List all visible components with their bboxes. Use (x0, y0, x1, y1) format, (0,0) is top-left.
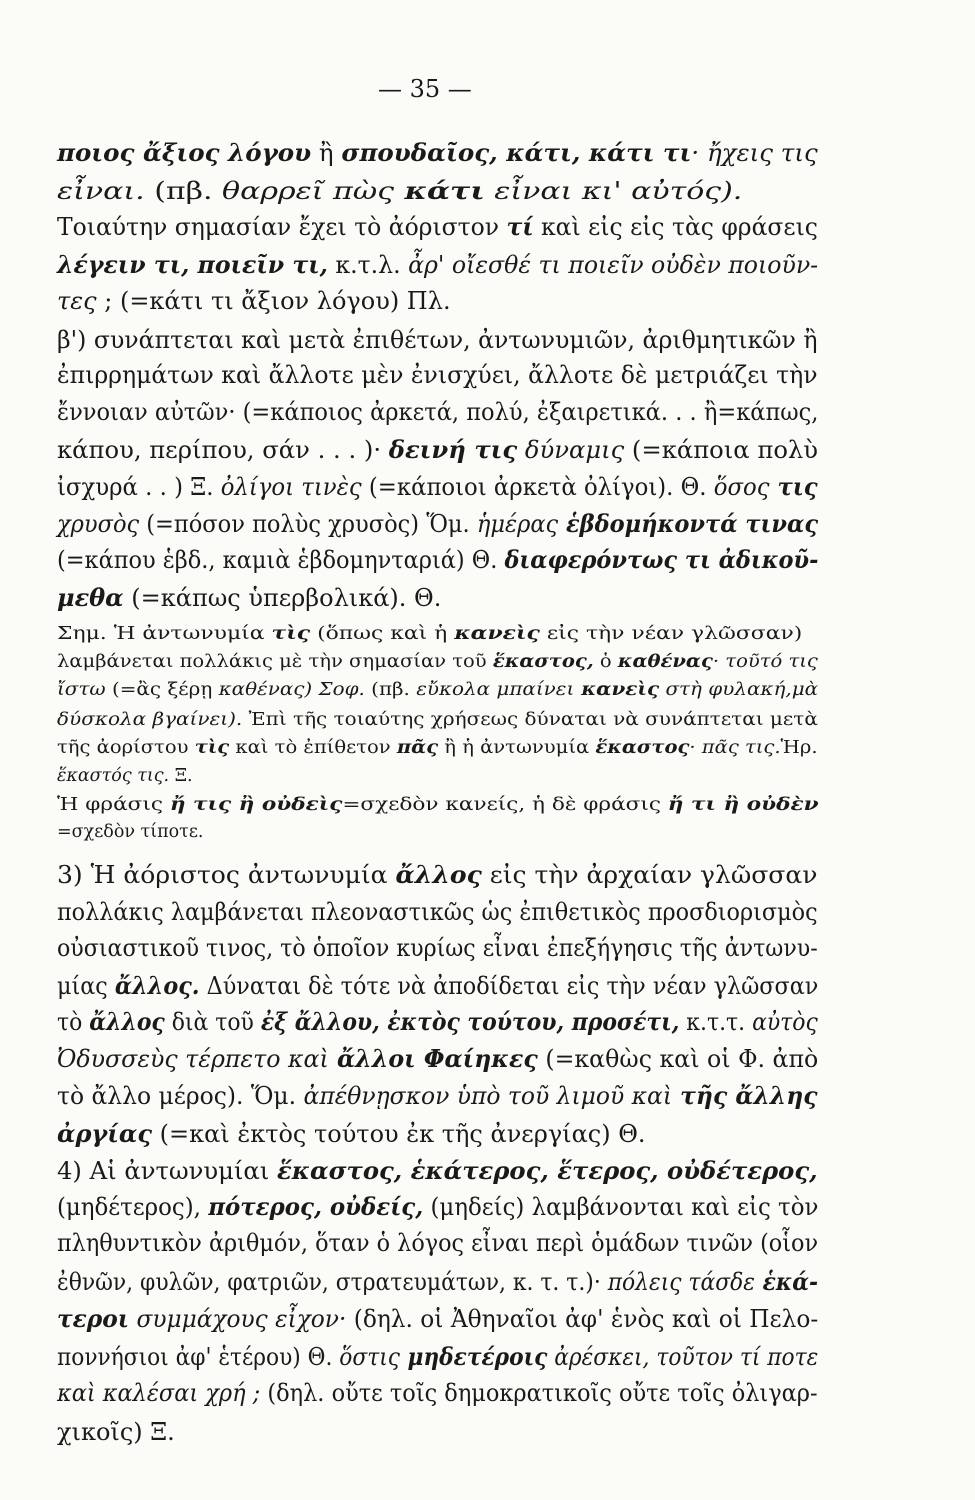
text-line (57, 971, 818, 1000)
italic-text: καὶ καλέσαι χρή ; (57, 1379, 261, 1407)
text-line (57, 1418, 175, 1446)
footnote-line (57, 822, 203, 842)
plain-text: (δηλ. οἱ Ἀθηναῖοι ἀφ' ἑνὸς καὶ οἱ Πελο- (346, 1305, 819, 1333)
plain-text: ἐθνῶν, φυλῶν, φατριῶν, στρατευμάτων, κ. τ. τ.)· (57, 1268, 608, 1296)
text-line (57, 1304, 818, 1333)
footnote-line (57, 795, 819, 815)
text-line (57, 1342, 818, 1371)
plain-text: μίας (57, 972, 115, 1000)
emphasis-text: τί (506, 212, 534, 241)
emphasis-text: μηδετέροις (399, 1342, 548, 1371)
text-line (57, 934, 818, 962)
text-line (57, 472, 818, 501)
plain-text: Σημ. Ἡ ἀντωνυμία (57, 624, 272, 644)
plain-text: ; (=κάτι τι ἄξιον λόγου) Πλ. (96, 287, 451, 315)
emphasis-text: τις (769, 472, 818, 501)
plain-text: (=ἂς ξέρῃ (105, 680, 219, 700)
emphasis-text: ἑκά- (754, 1267, 819, 1296)
plain-text: καὶ τὸ ἐπίθετον (229, 738, 397, 758)
italic-text: ἕκαστός τις. (57, 766, 170, 786)
italic-text: · πᾶς τις. (689, 738, 781, 758)
italic-text: ἆρ' οἴεσθέ τι ποιεῖν οὐδὲν ποιοῦν- (408, 251, 819, 279)
emphasis-text: ἕκαστος (595, 738, 690, 758)
plain-text: κάπου, περίπου, σάν . . . )· (57, 436, 389, 464)
text-line (57, 1007, 818, 1036)
text-line (57, 1192, 818, 1221)
plain-text: ὁ (593, 652, 618, 672)
emphasis-text: σπουδαῖος, κάτι, κάτι τι (341, 138, 692, 167)
plain-text: (=κάποια πολὺ (624, 436, 819, 464)
emphasis-text: πότερος, οὐδείς, (208, 1192, 424, 1221)
plain-text: ἐπιρρημάτων καὶ ἄλλοτε μὲν ἐνισχύει, ἄλλοτε δὲ μετριάζει τὴν (57, 361, 818, 389)
text-line (57, 898, 818, 926)
text-line (57, 361, 818, 389)
emphasis-text: ἀργίας (57, 1119, 152, 1148)
plain-text: χικοῖς) Ξ. (57, 1418, 175, 1446)
plain-text: Ἐπὶ τῆς τοιαύτης χρήσεως δύναται νὰ συνάπτεται μετὰ (242, 710, 818, 730)
text-line (57, 545, 818, 574)
italic-text: · τοῦτό τις (712, 652, 818, 672)
plain-text: Ξ. (169, 766, 193, 786)
emphasis-text: ἤ τις ἢ οὐδεὶς (169, 795, 343, 815)
text-line (57, 860, 818, 889)
plain-text: οὐσιαστικοῦ τινος, τὸ ὁποῖον κυρίως εἶναι ἐπεξήγησις τῆς ἀντωνυ- (57, 934, 818, 962)
plain-text: (=καθὼς καὶ οἱ Φ. ἀπὸ (537, 1045, 819, 1073)
italic-text: Ὀδυσσεὺς τέρπετο καὶ (57, 1045, 329, 1073)
footnote-line (57, 680, 818, 700)
italic-text: εἶναι κι' αὐτός). (484, 177, 743, 205)
italic-text: ὅστις (339, 1343, 400, 1371)
emphasis-text: ποιος ἄξιος λόγου (57, 138, 312, 167)
text-line (57, 287, 451, 315)
plain-text: πολλάκις λαμβάνεται πλεοναστικῶς ὡς ἐπιθετικὸς προσδιορισμὸς (57, 898, 818, 926)
emphasis-text: λέγειν τι, ποιεῖν τι, (57, 250, 328, 279)
plain-text: (=κάπως ὑπερβολικά). Θ. (123, 584, 442, 612)
plain-text: β') συνάπτεται καὶ μετὰ ἐπιθέτων, ἀντωνυμιῶν, ἀριθμητικῶν ἢ (57, 326, 818, 354)
text-line (57, 435, 818, 464)
plain-text: (ὅπως καὶ ἡ (310, 624, 455, 644)
plain-text: Δύναται δὲ τότε νὰ ἀποδίδεται εἰς τὴν νέαν γλῶσσαν (199, 972, 819, 1000)
text-line (57, 1379, 818, 1407)
plain-text: ἢ (311, 139, 342, 167)
emphasis-text: ἄλλος (395, 860, 482, 889)
footnote-line (57, 738, 818, 758)
plain-text: κ.τ.τ. (679, 1008, 753, 1036)
emphasis-text: πᾶς (396, 738, 439, 758)
plain-text: τὸ (57, 1008, 90, 1036)
plain-text: ἰσχυρά . . ) Ξ. (57, 473, 221, 501)
footnote-line (57, 652, 818, 672)
plain-text: πληθυντικὸν ἀριθμόν, ὅταν ὁ λόγος εἶναι περὶ ὁμάδων τινῶν (οἷον (57, 1229, 819, 1257)
plain-text: 3) Ἡ ἀόριστος ἀντωνυμία (57, 861, 396, 889)
emphasis-text: ἕκαστος, (492, 652, 594, 672)
plain-text: (πβ. (144, 177, 223, 205)
plain-text: εἰς τὴν ἀρχαίαν γλῶσσαν (481, 861, 818, 889)
italic-text: στὴ φυλακή,μὰ (659, 680, 819, 700)
plain-text: ἔννοιαν αὐτῶν· (=κάποιος ἀρκετά, πολύ, ἐξαιρετικά. . . ἢ=κάπως, (57, 398, 819, 426)
emphasis-text: διαφερόντως τι ἀδικοῦ- (504, 545, 819, 574)
plain-text: (μηδέτερος), (57, 1193, 209, 1221)
emphasis-text: τῆς ἄλλης (672, 1081, 818, 1110)
italic-text: χρυσὸς (57, 510, 140, 538)
emphasis-text: ἕκαστος, ἑκάτερος, ἕτερος, οὐδέτερος, (277, 1156, 818, 1185)
emphasis-text: ἤ τι ἢ οὐδὲν (667, 795, 819, 815)
plain-text: καὶ εἰς εἰς τὰς φράσεις (533, 213, 818, 241)
plain-text: εἰς τὴν νέαν γλῶσσαν) (539, 624, 803, 644)
emphasis-text: ἐξ ἄλλου, ἐκτὸς τούτου, προσέτι, (260, 1007, 680, 1036)
text-line (57, 1081, 817, 1110)
text-line (57, 1044, 818, 1073)
plain-text: =σχεδὸν τίποτε. (57, 822, 204, 842)
footnote-line (57, 624, 802, 644)
text-line (57, 176, 742, 205)
plain-text: (πβ. (364, 680, 417, 700)
text-line (57, 1156, 818, 1185)
italic-text: δύσκολα βγαίνει). (57, 710, 243, 730)
plain-text: τὸ ἄλλο μέρος). Ὅμ. (57, 1082, 304, 1110)
italic-text: ὀλίγοι τινὲς (220, 473, 362, 501)
plain-text: (=πόσον πολὺς χρυσὸς) Ὅμ. (139, 510, 477, 538)
emphasis-text: ἄλλοι Φαίηκες (328, 1044, 538, 1073)
emphasis-text: κάτι (394, 176, 485, 205)
italic-text: δύναμις (517, 436, 625, 464)
italic-text: εἶναι. (57, 177, 145, 205)
italic-text: θαρρεῖ πὼς (222, 177, 395, 205)
emphasis-text: ἄλλος. (114, 971, 200, 1000)
italic-text: ἡμέρας (476, 510, 559, 538)
italic-text: πόλεις τάσδε (607, 1268, 755, 1296)
text-line (57, 250, 818, 279)
plain-text: (δηλ. οὔτε τοῖς δημοκρατικοῖς οὔτε τοῖς ὀλιγαρ- (260, 1379, 818, 1407)
emphasis-text: τὶς (194, 738, 230, 758)
italic-text: · ἤχεις τις (691, 139, 818, 167)
text-line (57, 509, 818, 538)
plain-text: (=κάπου ἑβδ., καμιὰ ἑβδομηνταριά) Θ. (57, 546, 505, 574)
italic-text: συμμάχους εἶχον· (129, 1305, 347, 1333)
plain-text: =σχεδὸν κανείς, ἡ δὲ φράσις (342, 795, 668, 815)
plain-text: ποννήσιοι ἀφ' ἑτέρου) Θ. (57, 1343, 340, 1371)
plain-text: Ἡρ. (780, 738, 818, 758)
italic-text: ἀπέθνῃσκον ὑπὸ τοῦ λιμοῦ καὶ (303, 1082, 673, 1110)
italic-text: ὅσος (713, 473, 770, 501)
text-line (57, 138, 818, 167)
emphasis-text: κανεὶς (454, 624, 540, 644)
text-line (57, 1267, 818, 1296)
plain-text: διὰ τοῦ (164, 1008, 261, 1036)
text-line (57, 326, 818, 354)
emphasis-text: κανεὶς (574, 680, 660, 700)
plain-text: Τοιαύτην σημασίαν ἔχει τὸ ἀόριστον (57, 213, 507, 241)
italic-text: ἀρέσκει, τοῦτον τί ποτε (547, 1343, 819, 1371)
footnote-line (57, 766, 193, 786)
page-number: — 35 — (378, 75, 472, 103)
plain-text: (μηδείς) λαμβάνονται καὶ εἰς τὸν (423, 1193, 819, 1221)
plain-text: κ.τ.λ. (327, 251, 409, 279)
italic-text: καθένας) Σοφ. (218, 680, 365, 700)
text-line (57, 398, 818, 426)
text-line (57, 212, 818, 241)
text-line (57, 1229, 818, 1257)
emphasis-text: μεθα (57, 583, 124, 612)
emphasis-text: καθένας (617, 652, 713, 672)
text-line (57, 1119, 646, 1148)
plain-text: 4) Αἱ ἀντωνυμίαι (57, 1157, 278, 1185)
italic-text: τες (57, 287, 97, 315)
italic-text: εὔκολα μπαίνει (416, 680, 575, 700)
plain-text: τῆς ἀορίστου (57, 738, 195, 758)
italic-text: ἴστω (57, 680, 106, 700)
emphasis-text: ἄλλος (89, 1007, 165, 1036)
emphasis-text: τὶς (271, 624, 311, 644)
footnote-line (57, 710, 818, 730)
emphasis-text: δεινή τις (388, 435, 518, 464)
text-line (57, 583, 441, 612)
emphasis-text: ἑβδομήκοντά τινας (558, 509, 819, 538)
italic-text: αὐτὸς (752, 1008, 818, 1036)
plain-text: (=κάποιοι ἀρκετὰ ὀλίγοι). Θ. (361, 473, 714, 501)
plain-text: Ἡ φράσις (57, 795, 170, 815)
emphasis-text: τεροι (57, 1304, 130, 1333)
plain-text: λαμβάνεται πολλάκις μὲ τὴν σημασίαν τοῦ (57, 652, 493, 672)
plain-text: ἢ ἡ ἀντωνυμία (438, 738, 596, 758)
plain-text: (=καὶ ἐκτὸς τούτου ἐκ τῆς ἀνεργίας) Θ. (151, 1120, 646, 1148)
